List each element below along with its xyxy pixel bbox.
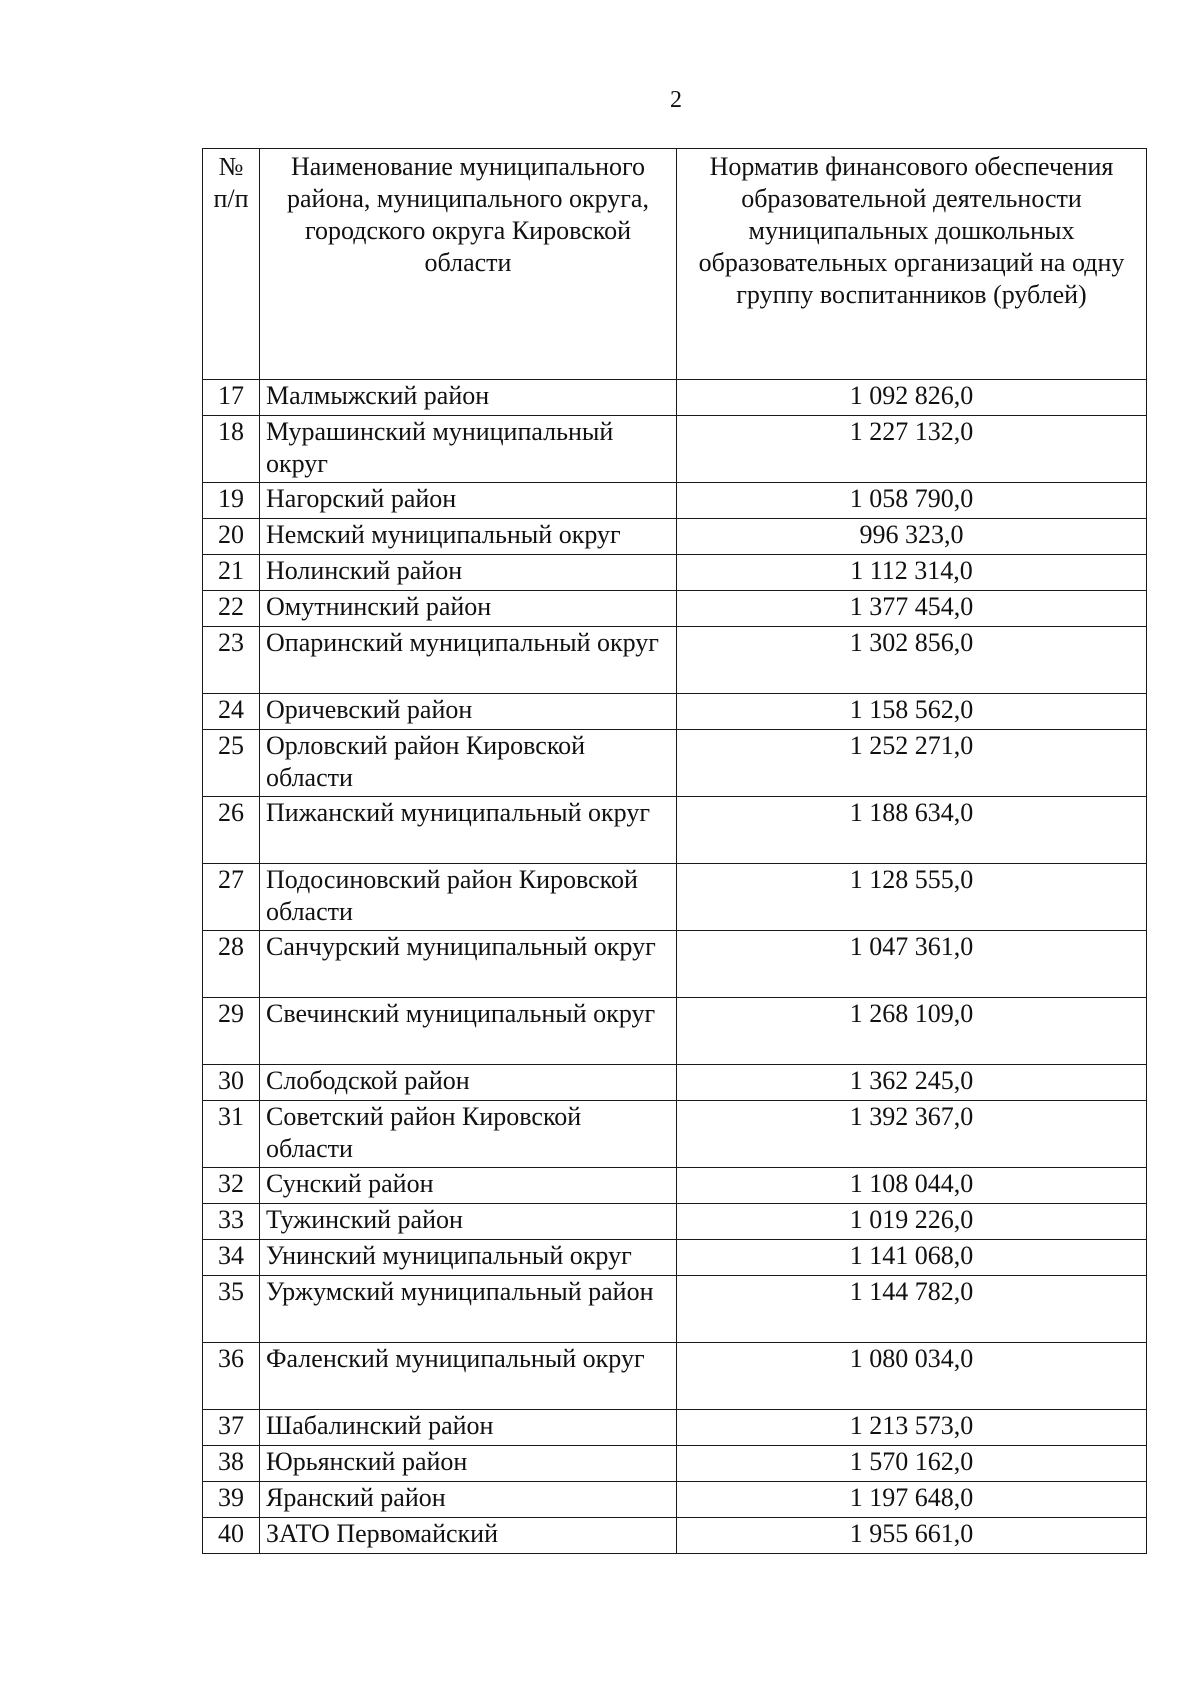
header-name: Наименование муниципального района, муниципального округа, городского округа Кировской области: [260, 149, 677, 380]
district-name-cell: Малмыжский район: [260, 380, 677, 416]
district-name-cell: Юрьянский район: [260, 1446, 677, 1482]
norm-value-cell: 1 144 782,0: [677, 1276, 1147, 1343]
norm-value-cell: 1 268 109,0: [677, 998, 1147, 1065]
norm-value-cell: 1 047 361,0: [677, 931, 1147, 998]
table-row: [203, 1101, 1147, 1168]
table-row: [203, 797, 1147, 864]
table-row: [203, 519, 1147, 555]
table-row: [203, 591, 1147, 627]
table-row: [203, 1168, 1147, 1204]
norm-value-cell: 1 108 044,0: [677, 1168, 1147, 1204]
norm-value-cell: 1 141 068,0: [677, 1240, 1147, 1276]
row-number-cell: 17: [203, 380, 260, 416]
norm-value-cell: 1 252 271,0: [677, 730, 1147, 797]
norm-value-cell: 1 213 573,0: [677, 1410, 1147, 1446]
norm-value-cell: 1 377 454,0: [677, 591, 1147, 627]
table-row: [203, 1276, 1147, 1343]
table-row: [203, 627, 1147, 694]
row-number-cell: 40: [203, 1518, 260, 1554]
header-num: № п/п: [203, 149, 260, 380]
norm-value-cell: 1 128 555,0: [677, 864, 1147, 931]
row-number-cell: 21: [203, 555, 260, 591]
norm-value-cell: 1 362 245,0: [677, 1065, 1147, 1101]
table-row: [203, 998, 1147, 1065]
table-row: [203, 1482, 1147, 1518]
table-row: [203, 555, 1147, 591]
district-name-cell: Фаленский муниципальный округ: [260, 1343, 677, 1410]
table-row: [203, 931, 1147, 998]
table-row: [203, 416, 1147, 483]
table-header-row: [203, 149, 1147, 380]
row-number-cell: 36: [203, 1343, 260, 1410]
row-number-cell: 28: [203, 931, 260, 998]
district-name-cell: Нолинский район: [260, 555, 677, 591]
district-name-cell: Пижанский муниципальный округ: [260, 797, 677, 864]
table-row: [203, 380, 1147, 416]
table-body: [203, 380, 1147, 1554]
district-name-cell: Советский район Кировской области: [260, 1101, 677, 1168]
district-name-cell: Уржумский муниципальный район: [260, 1276, 677, 1343]
norm-value-cell: 1 112 314,0: [677, 555, 1147, 591]
row-number-cell: 19: [203, 483, 260, 519]
table-row: [203, 694, 1147, 730]
district-name-cell: Опаринский муниципальный округ: [260, 627, 677, 694]
row-number-cell: 29: [203, 998, 260, 1065]
norm-value-cell: 1 019 226,0: [677, 1204, 1147, 1240]
district-name-cell: Мурашинский муниципальный округ: [260, 416, 677, 483]
norm-value-cell: 1 227 132,0: [677, 416, 1147, 483]
norm-value-cell: 1 302 856,0: [677, 627, 1147, 694]
table-row: [203, 1446, 1147, 1482]
table-row: [203, 1204, 1147, 1240]
district-name-cell: Шабалинский район: [260, 1410, 677, 1446]
norm-value-cell: 1 158 562,0: [677, 694, 1147, 730]
district-name-cell: Орловский район Кировской области: [260, 730, 677, 797]
row-number-cell: 31: [203, 1101, 260, 1168]
row-number-cell: 35: [203, 1276, 260, 1343]
district-name-cell: Оричевский район: [260, 694, 677, 730]
row-number-cell: 24: [203, 694, 260, 730]
district-name-cell: Унинский муниципальный округ: [260, 1240, 677, 1276]
norm-value-cell: 996 323,0: [677, 519, 1147, 555]
norm-value-cell: 1 570 162,0: [677, 1446, 1147, 1482]
norm-value-cell: 1 188 634,0: [677, 797, 1147, 864]
row-number-cell: 37: [203, 1410, 260, 1446]
norm-value-cell: 1 092 826,0: [677, 380, 1147, 416]
district-name-cell: Нагорский район: [260, 483, 677, 519]
norm-value-cell: 1 058 790,0: [677, 483, 1147, 519]
district-name-cell: ЗАТО Первомайский: [260, 1518, 677, 1554]
table-row: [203, 730, 1147, 797]
norm-value-cell: 1 080 034,0: [677, 1343, 1147, 1410]
row-number-cell: 33: [203, 1204, 260, 1240]
district-name-cell: Тужинский район: [260, 1204, 677, 1240]
row-number-cell: 39: [203, 1482, 260, 1518]
table-row: [203, 1410, 1147, 1446]
norm-value-cell: 1 955 661,0: [677, 1518, 1147, 1554]
table-row: [203, 1343, 1147, 1410]
district-name-cell: Санчурский муниципальный округ: [260, 931, 677, 998]
district-name-cell: Сунский район: [260, 1168, 677, 1204]
row-number-cell: 27: [203, 864, 260, 931]
district-name-cell: Омутнинский район: [260, 591, 677, 627]
row-number-cell: 23: [203, 627, 260, 694]
table-row: [203, 483, 1147, 519]
financing-norms-table: [202, 148, 1147, 1554]
table-row: [203, 1518, 1147, 1554]
row-number-cell: 34: [203, 1240, 260, 1276]
row-number-cell: 32: [203, 1168, 260, 1204]
header-value: Норматив финансового обеспечения образовательной деятельности муниципальных дошкольных образовательных организаций на одну группу воспитанников (рублей): [677, 149, 1147, 380]
row-number-cell: 25: [203, 730, 260, 797]
page-number: 2: [670, 87, 682, 113]
row-number-cell: 20: [203, 519, 260, 555]
norm-value-cell: 1 197 648,0: [677, 1482, 1147, 1518]
table-row: [203, 1240, 1147, 1276]
district-name-cell: Свечинский муниципальный округ: [260, 998, 677, 1065]
row-number-cell: 18: [203, 416, 260, 483]
district-name-cell: Слободской район: [260, 1065, 677, 1101]
row-number-cell: 22: [203, 591, 260, 627]
row-number-cell: 26: [203, 797, 260, 864]
row-number-cell: 30: [203, 1065, 260, 1101]
row-number-cell: 38: [203, 1446, 260, 1482]
district-name-cell: Подосиновский район Кировской области: [260, 864, 677, 931]
norm-value-cell: 1 392 367,0: [677, 1101, 1147, 1168]
district-name-cell: Немский муниципальный округ: [260, 519, 677, 555]
table-row: [203, 864, 1147, 931]
table-row: [203, 1065, 1147, 1101]
district-name-cell: Яранский район: [260, 1482, 677, 1518]
